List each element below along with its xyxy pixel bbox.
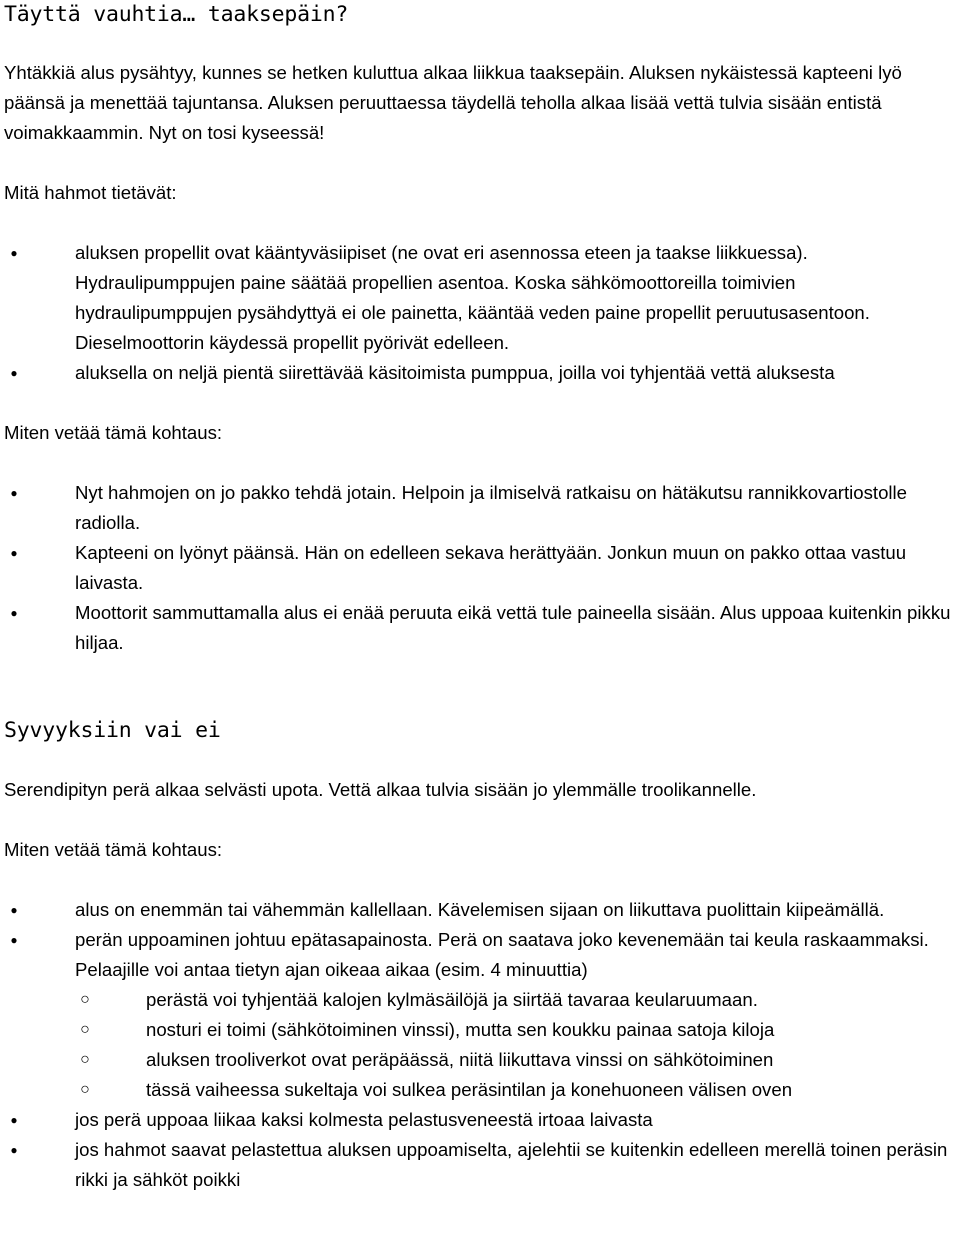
list-item-text: Moottorit sammuttamalla alus ei enää peruuta eikä vettä tule paineella sisään. Alus uppoaa kuitenkin pikku hiljaa. [75, 602, 951, 653]
section2-intro: Serendipityn perä alkaa selvästi upota. Vettä alkaa tulvia sisään jo ylemmälle troolikannelle. [4, 779, 757, 800]
document-page [4, 0, 956, 1195]
list-item-text: perän uppoaminen johtuu epätasapainosta. Perä on saatava joko kevenemään tai keula raskaammaksi. Pelaajille voi antaa tietyn ajan oikeaa aikaa (esim. 4 minuuttia) [75, 929, 929, 980]
sub-list-item [75, 1075, 956, 1105]
list-item [4, 1105, 956, 1135]
bullet-icon: ● [10, 1143, 18, 1157]
howto-label: Miten vetää tämä kohtaus: [4, 422, 223, 443]
list-item-text: Kapteeni on lyönyt päänsä. Hän on edelleen sekava herättyään. Jonkun muun on pakko ottaa vastuu laivasta. [75, 542, 907, 593]
list-item [4, 358, 956, 388]
sub-list-item-text: tässä vaiheessa sukeltaja voi sulkea peräsintilan ja konehuoneen välisen oven [146, 1079, 793, 1100]
sub-list-item-text: aluksen trooliverkot ovat peräpäässä, niitä liikuttava vinssi on sähkötoiminen [146, 1049, 774, 1070]
section-title-tayttavauhtia: Täyttä vauhtia… taaksepäin? [4, 2, 349, 27]
sub-list-item [75, 1045, 956, 1075]
bullet-icon: ● [10, 903, 18, 917]
section1-intro: Yhtäkkiä alus pysähtyy, kunnes se hetken kuluttua alkaa liikkua taaksepäin. Aluksen nykäistessä kapteeni lyö päänsä ja menettää tajuntansa. Aluksen peruuttaessa täydellä teholla alkaa lisää vettä tulvia sisään entistä voimakkaammin. Nyt on tosi kyseessä! [4, 62, 902, 143]
list-item-text: aluksella on neljä pientä siirettävää käsitoimista pumppua, joilla voi tyhjentää vettä aluksesta [75, 362, 835, 383]
list-item-text: jos hahmot saavat pelastettua aluksen uppoamiselta, ajelehtii se kuitenkin edelleen merellä toinen peräsin rikki ja sähköt poikki [75, 1139, 948, 1190]
list-item-text: jos perä uppoaa liikaa kaksi kolmesta pelastusveneestä irtoaa laivasta [75, 1109, 653, 1130]
sub-list-item [75, 985, 956, 1015]
bullet-icon: ● [10, 486, 18, 500]
howto-label-2: Miten vetää tämä kohtaus: [4, 839, 223, 860]
sub-list-item-text: nosturi ei toimi (sähkötoiminen vinssi), mutta sen koukku painaa satoja kiloja [146, 1019, 775, 1040]
howto-list-2b [4, 1105, 956, 1195]
bullet-icon: ● [10, 546, 18, 560]
list-item-text: alus on enemmän tai vähemmän kallellaan. Kävelemisen sijaan on liikuttava puolittain kiipeämällä. [75, 899, 885, 920]
list-item [4, 895, 956, 925]
bullet-icon: ● [10, 606, 18, 620]
section-title-syvyyksiin: Syvyyksiin vai ei [4, 718, 221, 743]
list-item [4, 598, 956, 658]
list-item [4, 538, 956, 598]
circle-bullet-icon: ○ [80, 991, 90, 1008]
circle-bullet-icon: ○ [80, 1051, 90, 1068]
sub-list-item [75, 1015, 956, 1045]
known-list [4, 238, 956, 388]
bullet-icon: ● [10, 933, 18, 947]
list-item [4, 478, 956, 538]
sub-list-item-text: perästä voi tyhjentää kalojen kylmäsäilöjä ja siirtää tavaraa keularuumaan. [146, 989, 758, 1010]
known-label: Mitä hahmot tietävät: [4, 182, 177, 203]
circle-bullet-icon: ○ [80, 1081, 90, 1098]
circle-bullet-icon: ○ [80, 1021, 90, 1038]
list-item [4, 925, 956, 985]
list-item-text: Nyt hahmojen on jo pakko tehdä jotain. Helpoin ja ilmiselvä ratkaisu on hätäkutsu rannikkovartiostolle radiolla. [75, 482, 908, 533]
list-item-text: aluksen propellit ovat kääntyväsiipiset (ne ovat eri asennossa eteen ja taakse liikkuessa). Hydraulipumppujen paine säätää propellien asentoa. Koska sähkömoottoreilla toimivien hydraulipumppujen pysähdyttyä ei ole painetta, kääntää veden paine propellit peruutusasentoon. Dieselmoottorin käydessä propellit pyörivät edelleen. [75, 242, 870, 353]
list-item [4, 238, 956, 358]
bullet-icon: ● [10, 1113, 18, 1127]
howto-list-2 [4, 895, 956, 985]
bullet-icon: ● [10, 366, 18, 380]
bullet-icon: ● [10, 246, 18, 260]
sub-list [75, 985, 956, 1105]
howto-list [4, 478, 956, 658]
list-item [4, 1135, 956, 1195]
